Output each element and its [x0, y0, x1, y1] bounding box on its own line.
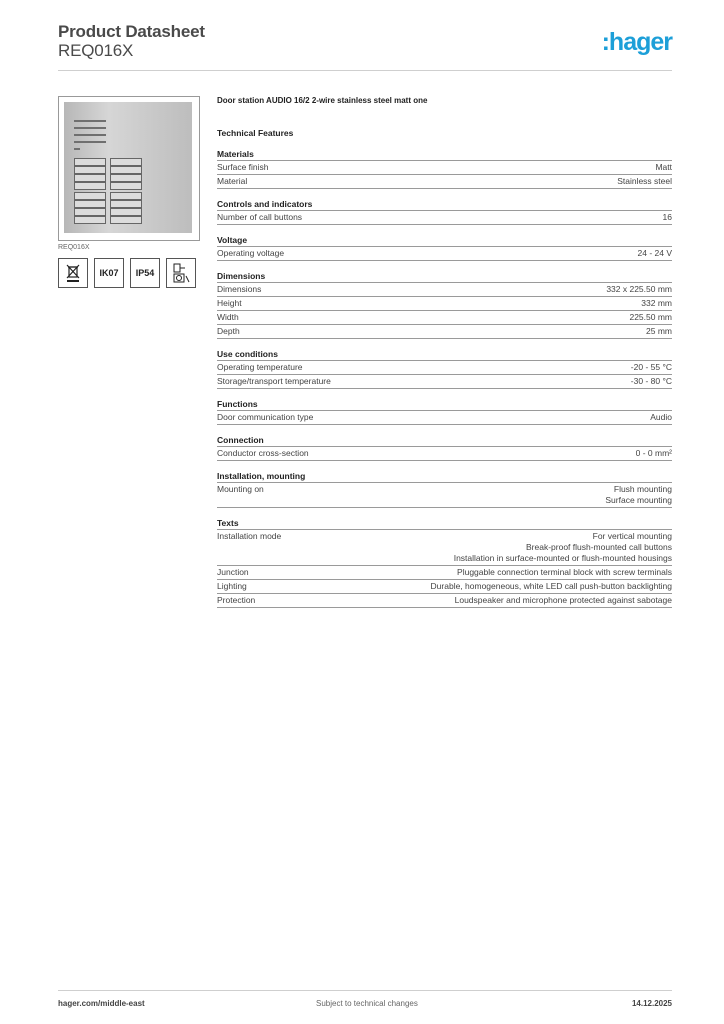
spec-value	[641, 298, 672, 309]
spec-value-line: 25 mm	[646, 326, 672, 336]
call-button	[110, 208, 142, 216]
call-button	[74, 216, 106, 224]
spec-value-line: -30 - 80 °C	[630, 376, 672, 386]
call-button	[110, 174, 142, 182]
spec-value-line: Matt	[655, 162, 672, 172]
call-button	[74, 158, 106, 166]
footer-notice: Subject to technical changes	[316, 999, 418, 1008]
section-title: Materials	[217, 149, 672, 161]
section-title: Connection	[217, 435, 672, 447]
page-footer	[58, 990, 672, 1013]
ip54-badge: IP54	[130, 258, 160, 288]
document-title: Product Datasheet	[58, 22, 205, 41]
spec-row	[217, 247, 672, 261]
section-title: Texts	[217, 518, 672, 530]
spec-value-line: For vertical mounting	[592, 531, 672, 541]
spec-label: Junction	[217, 567, 249, 577]
spec-row	[217, 483, 672, 508]
section-title: Controls and indicators	[217, 199, 672, 211]
spec-value	[454, 531, 672, 564]
spec-value-line: -20 - 55 °C	[630, 362, 672, 372]
weee-crossed-bin-icon	[58, 258, 88, 288]
call-button	[110, 166, 142, 174]
spec-value	[606, 284, 672, 295]
call-button	[110, 158, 142, 166]
spec-value-line: Stainless steel	[617, 176, 672, 186]
spec-row	[217, 375, 672, 389]
features-heading: Technical Features	[217, 128, 294, 138]
spec-value-line: 225.50 mm	[629, 312, 672, 322]
spec-value-line: Durable, homogeneous, white LED call push-button backlighting	[430, 581, 672, 591]
spec-row	[217, 361, 672, 375]
call-button	[110, 182, 142, 190]
hager-logo: :hager	[601, 28, 672, 56]
spec-row	[217, 411, 672, 425]
speaker-grille-line	[74, 141, 106, 143]
spec-value-line: 332 x 225.50 mm	[606, 284, 672, 294]
spec-label: Door communication type	[217, 412, 314, 422]
spec-label: Material	[217, 176, 248, 186]
spec-row	[217, 161, 672, 175]
speaker-grille-line	[74, 120, 106, 122]
call-button	[110, 200, 142, 208]
spec-value	[631, 362, 672, 373]
spec-row	[217, 283, 672, 297]
spec-row	[217, 594, 672, 608]
spec-row	[217, 447, 672, 461]
spec-row	[217, 175, 672, 189]
spec-value-line: Surface mounting	[605, 495, 672, 505]
spec-value	[629, 312, 672, 323]
spec-value-line: 24 - 24 V	[637, 248, 672, 258]
spec-value	[646, 326, 672, 337]
speaker-grille-line	[74, 127, 106, 129]
spec-value	[636, 448, 672, 459]
spec-value	[650, 412, 672, 423]
spec-value-line: 16	[662, 212, 672, 222]
spec-label: Height	[217, 298, 242, 308]
installation-symbol-icon	[166, 258, 196, 288]
call-button	[74, 208, 106, 216]
spec-value-line: Break-proof flush-mounted call buttons	[526, 542, 672, 552]
spec-label: Depth	[217, 326, 240, 336]
spec-value	[605, 484, 672, 506]
spec-label: Operating voltage	[217, 248, 285, 258]
technical-features	[217, 96, 672, 608]
footer-website: hager.com/middle-east	[58, 999, 145, 1008]
call-button	[74, 182, 106, 190]
spec-label: Width	[217, 312, 239, 322]
spec-value	[663, 212, 672, 223]
spec-label: Lighting	[217, 581, 247, 591]
spec-row	[217, 566, 672, 580]
microphone-mark	[74, 148, 80, 150]
spec-row	[217, 211, 672, 225]
spec-value-line: Flush mounting	[613, 484, 672, 494]
call-button	[74, 174, 106, 182]
call-button	[110, 216, 142, 224]
spec-label: Installation mode	[217, 531, 282, 541]
spec-value-line: Pluggable connection terminal block with screw terminals	[457, 567, 672, 577]
spec-label: Conductor cross-section	[217, 448, 309, 458]
spec-value-line: Installation in surface-mounted or flush-mounted housings	[453, 553, 672, 563]
image-caption: REQ016X	[58, 244, 90, 251]
section-title: Installation, mounting	[217, 471, 672, 483]
spec-value-line: 332 mm	[641, 298, 672, 308]
spec-value	[617, 176, 672, 187]
spec-row	[217, 325, 672, 339]
call-button	[74, 166, 106, 174]
door-station-panel	[64, 102, 192, 233]
call-button	[110, 192, 142, 200]
spec-row	[217, 530, 672, 566]
spec-value	[455, 595, 672, 606]
spec-row	[217, 580, 672, 594]
spec-value	[638, 248, 673, 259]
section-title: Use conditions	[217, 349, 672, 361]
spec-label: Storage/transport temperature	[217, 376, 331, 386]
spec-value	[631, 376, 672, 387]
call-button	[74, 192, 106, 200]
ik07-badge: IK07	[94, 258, 124, 288]
spec-value-line: 0 - 0 mm²	[635, 448, 672, 458]
spec-label: Surface finish	[217, 162, 269, 172]
spec-value-line: Loudspeaker and microphone protected against sabotage	[454, 595, 672, 605]
spec-label: Number of call buttons	[217, 212, 303, 222]
product-image	[58, 96, 200, 241]
spec-row	[217, 311, 672, 325]
page-header	[58, 22, 672, 71]
section-title: Dimensions	[217, 271, 672, 283]
feature-sections	[217, 149, 672, 608]
section-title: Functions	[217, 399, 672, 411]
spec-value	[457, 567, 672, 578]
spec-value-line: Audio	[650, 412, 672, 422]
call-button	[74, 200, 106, 208]
spec-value	[655, 162, 672, 173]
product-visual-column	[58, 96, 200, 288]
spec-label: Protection	[217, 595, 256, 605]
section-title: Voltage	[217, 235, 672, 247]
spec-label: Operating temperature	[217, 362, 303, 372]
product-title: Door station AUDIO 16/2 2-wire stainless steel matt one	[217, 96, 428, 105]
footer-date: 14.12.2025	[631, 999, 672, 1008]
spec-label: Mounting on	[217, 484, 264, 494]
spec-value	[431, 581, 672, 592]
speaker-grille-line	[74, 134, 106, 136]
spec-label: Dimensions	[217, 284, 262, 294]
spec-row	[217, 297, 672, 311]
certification-badges	[58, 258, 200, 288]
product-reference: REQ016X	[58, 41, 134, 60]
